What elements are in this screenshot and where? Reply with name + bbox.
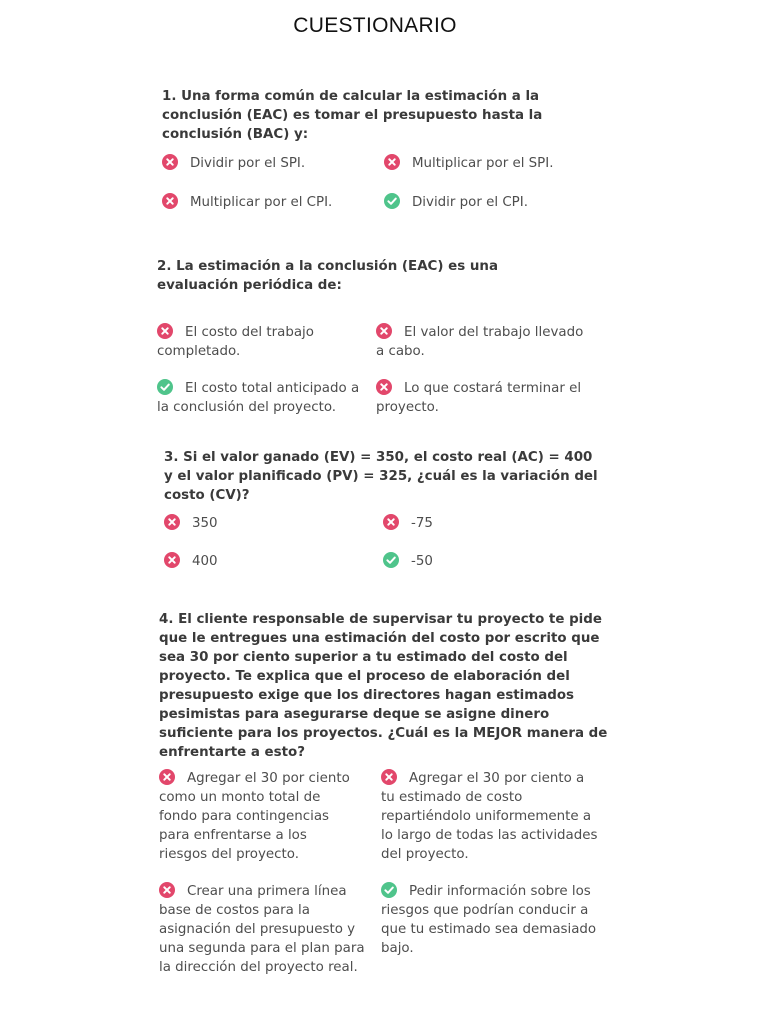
page-title: CUESTIONARIO xyxy=(293,14,457,37)
option-label: Agregar el 30 por ciento como un monto total de fondo para contingencias para enfrentarse a los riesgos del proyecto. xyxy=(159,771,350,862)
option-label: Agregar el 30 por ciento a tu estimado de costo repartiéndolo uniformemente a lo largo de todas las actividades del proyecto. xyxy=(381,771,598,862)
wrong-answer-icon xyxy=(162,193,178,209)
option-label: El costo total anticipado a la conclusión del proyecto. xyxy=(157,381,360,415)
q2-option-d[interactable] xyxy=(376,379,591,417)
wrong-answer-icon xyxy=(159,882,175,898)
option-label: Dividir por el SPI. xyxy=(190,156,306,171)
option-label: 350 xyxy=(192,516,218,531)
correct-answer-icon xyxy=(157,379,173,395)
q4-option-b[interactable] xyxy=(381,769,599,864)
wrong-answer-icon xyxy=(157,323,173,339)
option-label: Crear una primera línea base de costos para la asignación del presupuesto y una segunda para el plan para la dirección del proyecto real. xyxy=(159,884,365,975)
q1-option-a[interactable] xyxy=(162,154,362,173)
option-label: El costo del trabajo completado. xyxy=(157,325,314,359)
option-label: Multiplicar por el SPI. xyxy=(412,156,554,171)
q2-option-b[interactable] xyxy=(376,323,591,361)
q4-option-d[interactable] xyxy=(381,882,599,958)
question-1-text: 1. Una forma común de calcular la estimación a la conclusión (EAC) es tomar el presupuesto hasta la conclusión (BAC) y: xyxy=(162,89,543,142)
option-label: El valor del trabajo llevado a cabo. xyxy=(376,325,584,359)
q1-option-c[interactable] xyxy=(162,193,362,212)
option-label: Dividir por el CPI. xyxy=(412,195,528,210)
q3-option-d[interactable] xyxy=(383,552,583,571)
option-label: Multiplicar por el CPI. xyxy=(190,195,333,210)
wrong-answer-icon xyxy=(164,514,180,530)
wrong-answer-icon xyxy=(383,514,399,530)
q3-option-b[interactable] xyxy=(383,514,583,533)
q1-option-b[interactable] xyxy=(384,154,584,173)
wrong-answer-icon xyxy=(159,769,175,785)
option-label: -75 xyxy=(411,516,433,531)
wrong-answer-icon xyxy=(376,323,392,339)
correct-answer-icon xyxy=(381,882,397,898)
correct-answer-icon xyxy=(383,552,399,568)
option-label: Lo que costará terminar el proyecto. xyxy=(376,381,582,415)
q4-option-c[interactable] xyxy=(159,882,365,977)
q2-option-a[interactable] xyxy=(157,323,367,361)
wrong-answer-icon xyxy=(381,769,397,785)
q3-option-c[interactable] xyxy=(164,552,364,571)
q1-option-d[interactable] xyxy=(384,193,584,212)
q3-option-a[interactable] xyxy=(164,514,364,533)
wrong-answer-icon xyxy=(376,379,392,395)
option-label: -50 xyxy=(411,554,433,569)
question-2-text: 2. La estimación a la conclusión (EAC) es una evaluación periódica de: xyxy=(157,259,498,293)
q4-option-a[interactable] xyxy=(159,769,359,864)
option-label: 400 xyxy=(192,554,218,569)
correct-answer-icon xyxy=(384,193,400,209)
wrong-answer-icon xyxy=(162,154,178,170)
wrong-answer-icon xyxy=(384,154,400,170)
wrong-answer-icon xyxy=(164,552,180,568)
question-4-text: 4. El cliente responsable de supervisar tu proyecto te pide que le entregues una estimación del costo por escrito que sea 30 por ciento superior a tu estimado del costo del proyecto. Te explica que el proceso de elaboración del presupuesto exige que los directores hagan estimados pesimistas para asegurarse deque se asigne dinero suficiente para los proyectos. ¿Cuál es la MEJOR manera de enfrentarte a esto? xyxy=(159,612,608,760)
option-label: Pedir información sobre los riesgos que podrían conducir a que tu estimado sea demasiado bajo. xyxy=(381,884,597,956)
q2-option-c[interactable] xyxy=(157,379,367,417)
question-3-text: 3. Si el valor ganado (EV) = 350, el costo real (AC) = 400 y el valor planificado (PV) = 325, ¿cuál es la variación del costo (CV)? xyxy=(164,450,598,503)
